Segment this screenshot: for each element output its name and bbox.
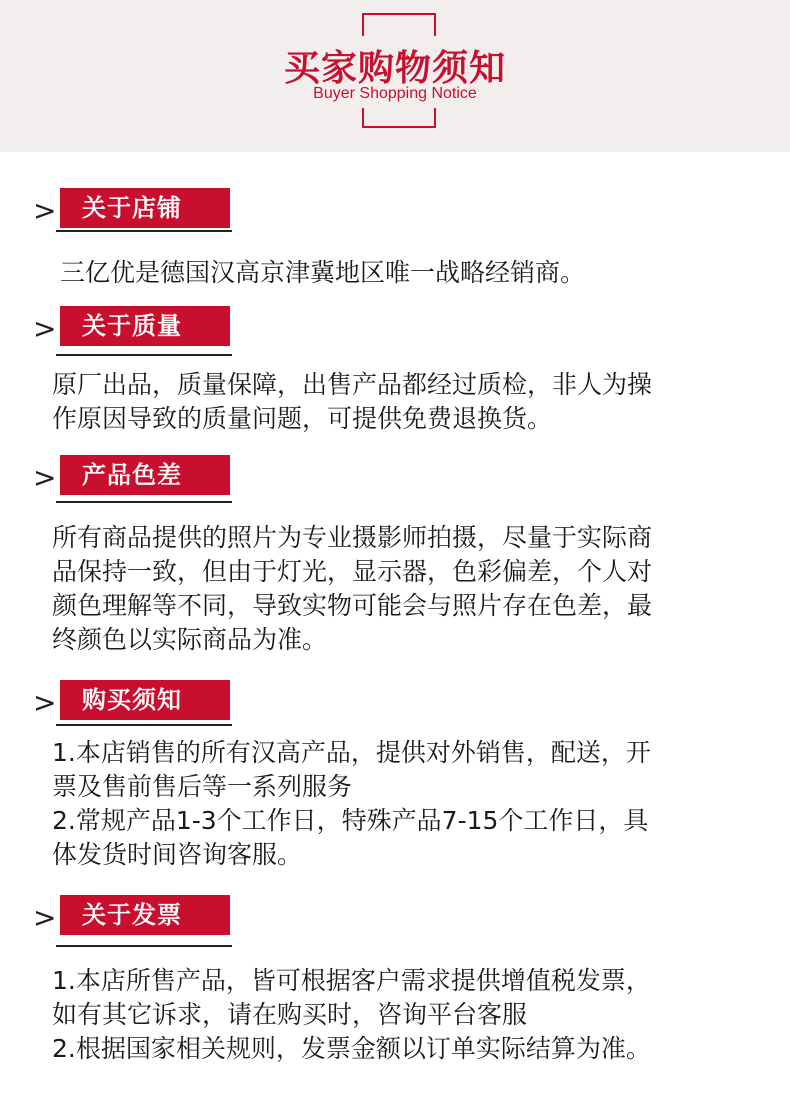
section-store-header xyxy=(0,188,790,248)
section-underline xyxy=(56,354,232,356)
page-subtitle: Buyer Shopping Notice xyxy=(313,85,477,102)
section-invoice-text: 1.本店所售产品，皆可根据客户需求提供增值税发票， 如有其它诉求，请在购买时，咨询平台客服 2.根据国家相关规则，发票金额以订单实际结算为准。 xyxy=(52,966,651,1063)
section-quality-header xyxy=(0,306,790,366)
chevron-right-icon: > xyxy=(33,686,57,719)
chevron-right-icon: > xyxy=(33,194,57,227)
section-underline xyxy=(56,230,232,232)
section-tag-color: 产品色差 xyxy=(60,455,230,495)
section-tag-store: 关于店铺 xyxy=(60,188,230,228)
section-purchase-text: 1.本店销售的所有汉高产品，提供对外销售，配送，开 票及售前售后等一系列服务 2.常规产品1-3个工作日，特殊产品7-15个工作日，具 体发货时间咨询客服。 xyxy=(52,738,651,869)
section-quality-text: 原厂出品，质量保障，出售产品都经过质检，非人为操 作原因导致的质量问题，可提供免费退换货。 xyxy=(52,370,653,433)
section-tag-quality: 关于质量 xyxy=(60,306,230,346)
section-underline xyxy=(56,724,232,726)
chevron-right-icon: > xyxy=(33,901,57,934)
header-banner xyxy=(0,0,790,152)
section-color-text: 所有商品提供的照片为专业摄影师拍摄，尽量于实际商 品保持一致，但由于灯光，显示器，色彩偏差，个人对 颜色理解等不同，导致实物可能会与照片存在色差，最 终颜色以实际商品为准。 xyxy=(52,523,653,654)
chevron-right-icon: > xyxy=(33,312,57,345)
section-purchase-header xyxy=(0,680,790,740)
chevron-right-icon: > xyxy=(33,461,57,494)
section-tag-invoice: 关于发票 xyxy=(60,895,230,935)
section-underline xyxy=(56,501,232,503)
page-title: 买家购物须知 xyxy=(283,48,506,89)
section-tag-purchase: 购买须知 xyxy=(60,680,230,720)
section-underline xyxy=(56,945,232,947)
section-color-header xyxy=(0,455,790,515)
section-invoice-header xyxy=(0,895,790,955)
section-store-text: 三亿优是德国汉高京津冀地区唯一战略经销商。 xyxy=(60,258,586,287)
